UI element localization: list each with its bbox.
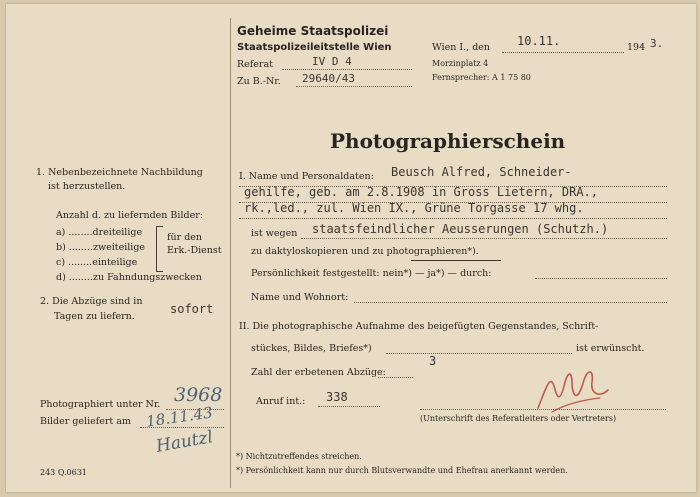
city-label: Wien I., den xyxy=(432,42,491,53)
anruf-value: 338 xyxy=(326,390,348,404)
org-title: Geheime Staatspolizei xyxy=(237,24,389,38)
brace-label-2: Erk.-Dienst xyxy=(167,245,222,256)
item1-line2: ist herzustellen. xyxy=(48,181,126,192)
referat-line xyxy=(282,69,412,70)
section-ii-line1: II. Die photographische Aufnahme des beigefügten Gegenstandes, Schrift- xyxy=(239,321,599,332)
anruf-line xyxy=(318,406,380,407)
dakty-label: zu daktyloskopieren und zu photographieren*). xyxy=(251,246,479,257)
name-line-3: rk.,led., zul. Wien IX., Grüne Torgasse 17 whg. xyxy=(244,201,584,215)
item2-line2: Tagen zu liefern. xyxy=(54,311,135,322)
signature-left: Hautzl xyxy=(154,427,215,457)
referat-value: IV D 4 xyxy=(312,55,352,68)
option-d: d) ........zu Fahndungszwecken xyxy=(56,272,202,283)
zub-value: 29640/43 xyxy=(302,72,355,85)
year-prefix: 194 xyxy=(627,42,646,53)
photographiert-value: 3968 xyxy=(174,384,223,406)
pers-label: Persönlichkeit festgestellt: nein*) — ja*) — durch: xyxy=(251,268,492,279)
wegen-label: ist wegen xyxy=(251,228,298,239)
wegen-line xyxy=(301,238,667,239)
unterschrift-line xyxy=(420,409,666,410)
name-underline-3 xyxy=(239,218,667,219)
name-wohnort-label: Name und Wohnort: xyxy=(251,292,349,303)
date-value: 10.11. xyxy=(517,34,561,48)
item2-line1: 2. Die Abzüge sind in xyxy=(40,296,143,307)
zub-line xyxy=(296,86,412,87)
geliefert-value: 18.11.43 xyxy=(145,403,214,431)
erwuenscht-label: ist erwünscht. xyxy=(576,343,645,354)
anzahl-label: Anzahl d. zu liefernden Bilder: xyxy=(56,210,203,221)
gegenstand-line xyxy=(386,353,572,354)
abzuege-line xyxy=(378,377,413,378)
year-suffix: 3. xyxy=(650,37,664,50)
name-line-2: gehilfe, geb. am 2.8.1908 in Gross Lietern, DRA., xyxy=(244,185,599,199)
item1-line1: 1. Nebenbezeichnete Nachbildung xyxy=(36,167,203,178)
anruf-label: Anruf int.: xyxy=(256,396,306,407)
phone: Fernsprecher: A 1 75 80 xyxy=(432,73,531,82)
referat-label: Referat xyxy=(237,59,273,70)
photographiert-label: Photographiert unter Nr. xyxy=(40,399,161,410)
form-sheet xyxy=(6,4,696,492)
brace-label-1: für den xyxy=(167,232,203,243)
abzuege-value: 3 xyxy=(429,354,437,368)
geliefert-label: Bilder geliefert am xyxy=(40,416,131,427)
unterschrift-label: (Unterschrift des Referatleiters oder Vertreters) xyxy=(420,414,617,423)
address: Morzinplatz 4 xyxy=(432,59,489,68)
section-i-label: I. Name und Personaldaten: xyxy=(239,171,374,182)
option-b: b) ........zweiteilige xyxy=(56,242,146,253)
form-number: 243 Q.0631 xyxy=(40,468,87,477)
name-wohnort-line xyxy=(354,302,667,303)
footnote-1: *) Nichtzutreffendes streichen. xyxy=(236,452,362,461)
column-divider xyxy=(230,18,231,488)
dakty-underline xyxy=(411,260,501,261)
option-a: a) ........dreiteilige xyxy=(56,227,143,238)
pers-line xyxy=(535,278,667,279)
option-c: c) ........einteilige xyxy=(56,257,138,268)
date-line xyxy=(502,52,624,53)
sofort-value: sofort xyxy=(170,302,214,316)
name-line-1: Beusch Alfred, Schneider- xyxy=(391,165,572,179)
zub-label: Zu B.-Nr. xyxy=(237,76,281,87)
org-subtitle: Staatspolizeileitstelle Wien xyxy=(237,42,392,53)
wegen-value: staatsfeindlicher Aeusserungen (Schutzh.) xyxy=(312,222,609,236)
page-title: Photographierschein xyxy=(330,129,566,153)
section-ii-line2: stückes, Bildes, Briefes*) xyxy=(251,343,372,354)
abzuege-label: Zahl der erbetenen Abzüge: xyxy=(251,367,386,378)
footnote-2: *) Persönlichkeit kann nur durch Blutsverwandte und Ehefrau anerkannt werden. xyxy=(236,466,568,475)
brace xyxy=(156,226,163,272)
